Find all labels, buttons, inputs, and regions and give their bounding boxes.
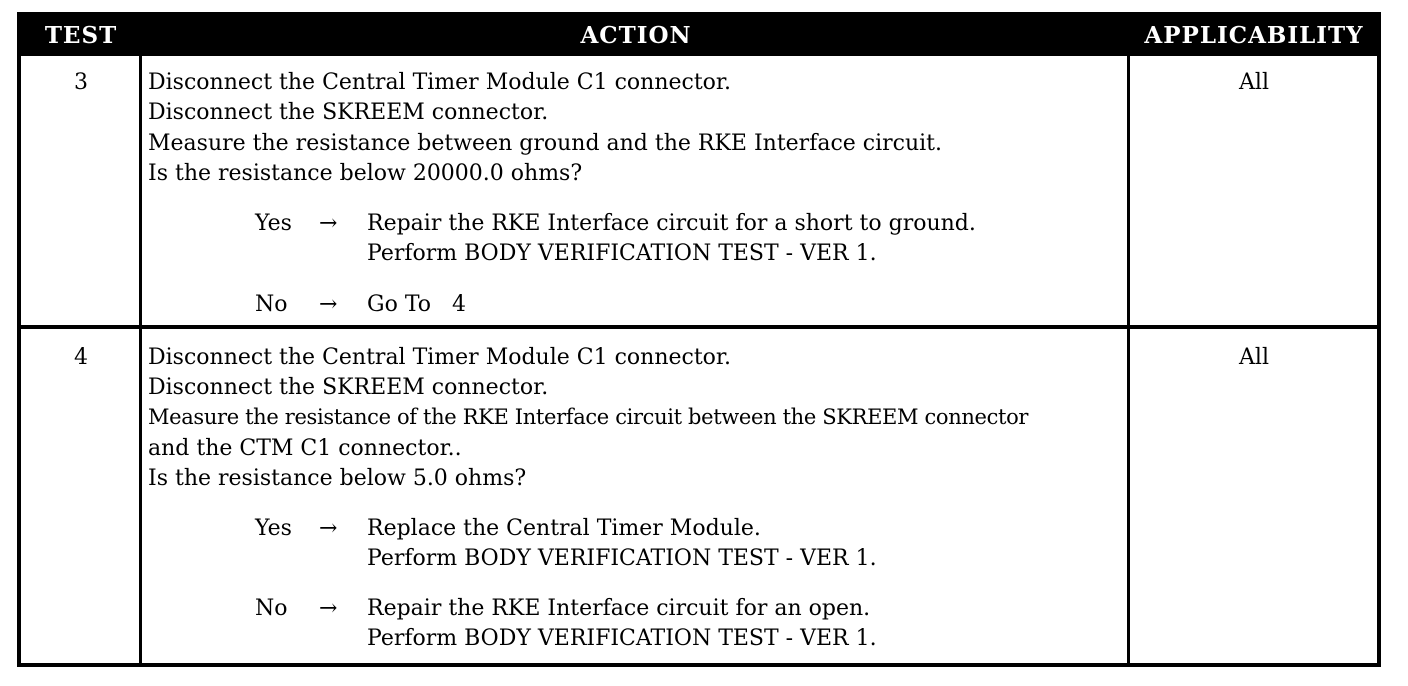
action-question: Is the resistance below 5.0 ohms? (148, 466, 527, 491)
yes-label: Yes (255, 211, 292, 236)
no-result-line: Repair the RKE Interface circuit for an open. (367, 596, 871, 621)
arrow-icon: → (319, 516, 338, 541)
action-line: Disconnect the Central Timer Module C1 connector. (148, 345, 732, 370)
no-label: No (255, 596, 288, 621)
applicability-value: All (1239, 70, 1269, 95)
row-divider (21, 325, 1377, 329)
applicability-value: All (1239, 345, 1269, 370)
yes-result-line: Perform BODY VERIFICATION TEST - VER 1. (367, 241, 877, 266)
no-result-line: Perform BODY VERIFICATION TEST - VER 1. (367, 626, 877, 651)
yes-result-line: Repair the RKE Interface circuit for a short to ground. (367, 211, 976, 236)
action-question: Is the resistance below 20000.0 ohms? (148, 161, 583, 186)
no-result-line: Go To 4 (367, 292, 466, 317)
header-action: ACTION (580, 22, 692, 49)
action-line: Measure the resistance between ground and the RKE Interface circuit. (148, 131, 943, 156)
arrow-icon: → (319, 596, 338, 621)
test-number: 3 (74, 70, 88, 95)
action-line: and the CTM C1 connector.. (148, 436, 462, 461)
header-test: TEST (44, 22, 118, 49)
column-divider-action (1127, 56, 1130, 663)
no-label: No (255, 292, 288, 317)
action-line: Disconnect the Central Timer Module C1 connector. (148, 70, 732, 95)
header-applicability: APPLICABILITY (1144, 22, 1364, 49)
table-header (21, 16, 1377, 56)
yes-label: Yes (255, 516, 292, 541)
yes-result-line: Perform BODY VERIFICATION TEST - VER 1. (367, 546, 877, 571)
action-line: Disconnect the SKREEM connector. (148, 375, 549, 400)
arrow-icon: → (319, 292, 338, 317)
action-line: Disconnect the SKREEM connector. (148, 100, 549, 125)
test-number: 4 (74, 345, 88, 370)
diagnostic-test-table (17, 12, 1381, 667)
action-line: Measure the resistance of the RKE Interface circuit between the SKREEM connector (148, 405, 1029, 429)
arrow-icon: → (319, 211, 338, 236)
yes-result-line: Replace the Central Timer Module. (367, 516, 761, 541)
